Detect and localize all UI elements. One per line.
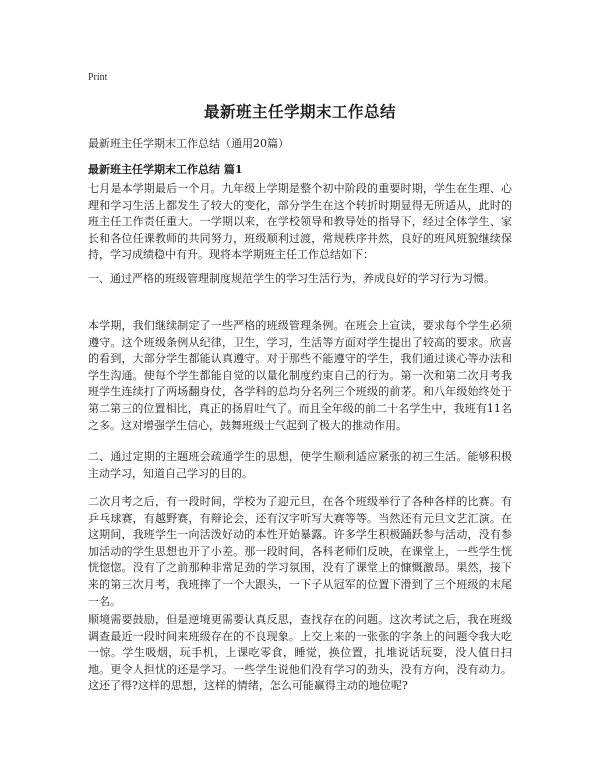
- paragraph-reflection: 顺境需要鼓励，但是逆境更需要认真反思，查找存在的问题。这次考试之后，我在班级调查最近一段时间来班级存在的不良现象。上交上来的一张张的字条上的问题令我大吃一惊。学生吸烟，玩手机，上课吃零食，睡觉，换位置，扎堆说话玩耍，没人值日扫地。更令人担忧的还是学习。一些学生说他们没有学习的劲头，没有方向，没有动力。这还了得?这样的思想，这样的情绪，怎么可能赢得主动的地位呢?: [88, 613, 512, 693]
- paragraph-point-one: 一、通过严格的班级管理制度规范学生的学习生活行为，养成良好的学习行为习惯。: [88, 272, 495, 285]
- paragraph-second-exam: 二次月考之后，有一段时间，学校为了迎元旦，在各个班级举行了各种各样的比赛。有乒乓球赛，有越野赛，有辩论会，还有汉字听写大赛等等。当然还有元旦文艺汇演。在这期间，我班学生一向活泼好动的本性开始暴露。许多学生积极踊跃参与活动，没有参加活动的学生思想也开了小差。那一段时间，各科老师们反映，在课堂上，一些学生恍恍惚惚。没有了之前那种非常足劲的学习氛围，没有了课堂上的慷慨激昂。果然，接下来的第三次月考，我班摔了一个大跟头，一下子从冠军的位置下滑到了三个班级的末尾一名。: [88, 495, 512, 608]
- section-heading: 最新班主任学期末工作总结 篇1: [88, 163, 243, 176]
- paragraph-intro: 七月是本学期最后一个月。九年级上学期是整个初中阶段的重要时期，学生在生理、心理和学习生活上都发生了较大的变化，部分学生在这个转折时期显得无所适从，此时的班主任工作责任重大。一学期以来，在学校领导和教导处的指导下，经过全体学生、家长和各位任课教师的共同努力，班级顺利过渡，常规秩序井然，良好的班风班貌继续保持，学习成绩稳中有升。现将本学期班主任工作总结如下：: [88, 182, 512, 262]
- paragraph-point-two: 二、通过定期的主题班会疏通学生的思想，使学生顺利适应紧张的初三生活。能够积极主动学习，知道自己学习的目的。: [88, 450, 512, 480]
- paragraph-management-rules: 本学期，我们继续制定了一些严格的班级管理条例。在班会上宣读，要求每个学生必须遵守。这个班级条例从纪律，卫生，学习，生活等方面对学生提出了较高的要求。欣喜的看到，大部分学生都能认真遵守。对于那些不能遵守的学生，我们通过谈心等办法和学生沟通。使每个学生都能自觉的以量化制度约束自己的行为。第一次和第二次月考我班学生连续打了两场翻身仗，各学科的总均分名列三个班级的前茅。和八年级始终处于第二第三的位置相比，真正的扬眉吐气了。而且全年级的前二十名学生中，我班有11名之多。这对增强学生信心，鼓舞班级士气起到了极大的推动作用。: [88, 319, 512, 432]
- document-subtitle: 最新班主任学期末工作总结（通用20篇）: [88, 137, 289, 150]
- document-title: 最新班主任学期末工作总结: [203, 102, 396, 121]
- print-label[interactable]: Print: [88, 72, 108, 83]
